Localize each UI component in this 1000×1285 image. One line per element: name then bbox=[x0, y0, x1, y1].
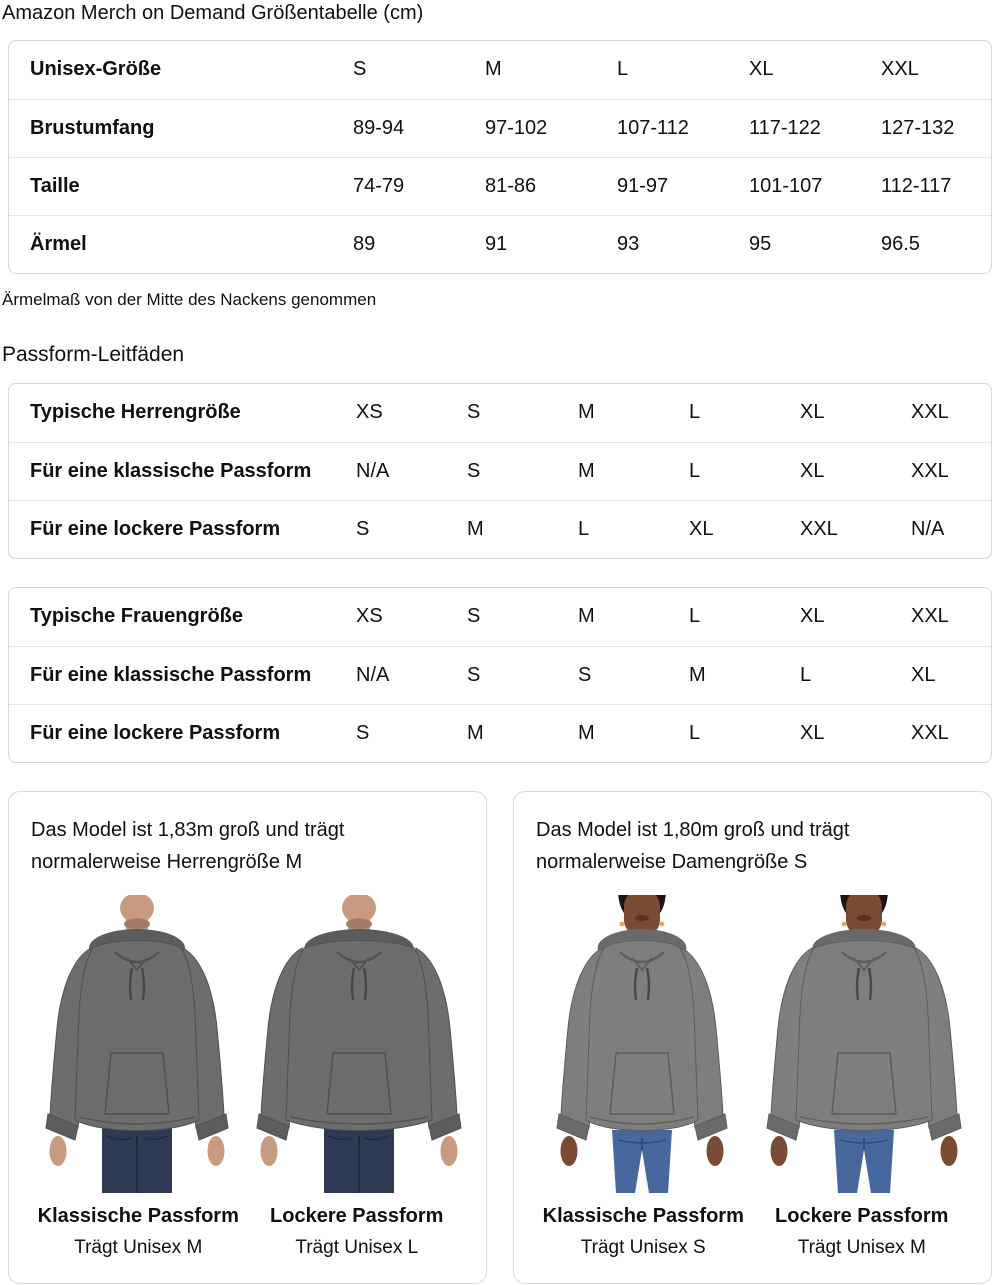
model-photos bbox=[29, 888, 466, 1193]
measure-cell: 96.5 bbox=[881, 215, 991, 273]
measure-cell: 127-132 bbox=[881, 99, 991, 157]
row-label: Taille bbox=[9, 157, 353, 215]
size-cell: S bbox=[467, 605, 481, 628]
womens-model-card bbox=[513, 791, 992, 1284]
model-photos bbox=[534, 888, 971, 1193]
size-cell: XXL bbox=[911, 442, 991, 500]
row-label: Typische Frauengröße bbox=[30, 605, 244, 628]
size-cell: S bbox=[356, 704, 467, 762]
mens-model-card bbox=[8, 791, 487, 1284]
model-photo bbox=[31, 888, 243, 1193]
table-row bbox=[9, 157, 991, 215]
size-cell: L bbox=[689, 605, 701, 628]
row-label: Für eine klassische Passform bbox=[9, 646, 356, 704]
fit-guides-heading: Passform-Leitfäden bbox=[2, 343, 185, 366]
table-row bbox=[9, 99, 991, 157]
size-cell: L bbox=[689, 442, 800, 500]
photo-caption-size: Trägt Unisex L bbox=[295, 1237, 419, 1258]
measure-cell: 93 bbox=[617, 215, 749, 273]
photo-caption-title: Lockere Passform bbox=[775, 1205, 949, 1227]
row-label: Unisex-Größe bbox=[30, 58, 162, 81]
size-cell: N/A bbox=[356, 442, 467, 500]
photo-caption bbox=[248, 1205, 467, 1259]
size-cell: L bbox=[689, 401, 701, 424]
table-row bbox=[9, 646, 991, 704]
measure-cell: 89 bbox=[353, 215, 485, 273]
size-cell: M bbox=[485, 58, 502, 81]
measure-cell: 81-86 bbox=[485, 157, 617, 215]
measure-cell: 95 bbox=[749, 215, 881, 273]
size-cell: M bbox=[578, 442, 689, 500]
size-cell: M bbox=[578, 704, 689, 762]
row-label: Für eine klassische Passform bbox=[9, 442, 356, 500]
size-table bbox=[8, 40, 992, 274]
size-cell: M bbox=[467, 500, 578, 558]
row-label: Ärmel bbox=[9, 215, 353, 273]
size-cell: S bbox=[467, 442, 578, 500]
measure-cell: 117-122 bbox=[749, 99, 881, 157]
photo-caption-size: Trägt Unisex M bbox=[74, 1237, 203, 1258]
table-row bbox=[9, 442, 991, 500]
page-title: Amazon Merch on Demand Größentabelle (cm) bbox=[2, 2, 424, 24]
size-cell: M bbox=[578, 401, 595, 424]
size-cell: L bbox=[689, 704, 800, 762]
photo-caption-size: Trägt Unisex M bbox=[797, 1237, 926, 1258]
size-cell: M bbox=[689, 646, 800, 704]
size-cell: L bbox=[800, 646, 911, 704]
size-cell: L bbox=[578, 500, 689, 558]
photo-caption-title: Lockere Passform bbox=[270, 1205, 444, 1227]
photo-caption-size: Trägt Unisex S bbox=[580, 1237, 706, 1258]
table-row bbox=[9, 41, 991, 99]
card-description: Das Model ist 1,83m groß und trägt normalerweise Herrengröße M bbox=[31, 819, 345, 873]
size-cell: M bbox=[467, 704, 578, 762]
model-photo bbox=[253, 888, 465, 1193]
size-cell: XXL bbox=[800, 500, 911, 558]
photo-caption bbox=[29, 1205, 248, 1259]
size-cell: XXL bbox=[911, 704, 991, 762]
size-cell: S bbox=[467, 401, 481, 424]
row-label: Brustumfang bbox=[9, 99, 353, 157]
size-cell: XL bbox=[800, 704, 911, 762]
measure-cell: 97-102 bbox=[485, 99, 617, 157]
model-photo bbox=[536, 888, 748, 1193]
size-cell: S bbox=[353, 58, 367, 81]
table-row bbox=[9, 588, 991, 646]
photo-caption-title: Klassische Passform bbox=[37, 1205, 239, 1227]
size-cell: XXL bbox=[911, 401, 949, 424]
mens-fit-table bbox=[8, 383, 992, 559]
photo-caption bbox=[753, 1205, 972, 1259]
size-cell: XL bbox=[800, 605, 825, 628]
size-cell: M bbox=[578, 605, 595, 628]
table-row bbox=[9, 215, 991, 273]
size-cell: XL bbox=[800, 401, 825, 424]
size-cell: XS bbox=[356, 605, 383, 628]
womens-fit-table bbox=[8, 587, 992, 763]
row-label: Für eine lockere Passform bbox=[9, 704, 356, 762]
row-label: Typische Herrengröße bbox=[30, 401, 241, 424]
table-row bbox=[9, 704, 991, 762]
size-cell: XXL bbox=[881, 58, 919, 81]
measure-cell: 112-117 bbox=[881, 157, 991, 215]
table-row bbox=[9, 384, 991, 442]
measure-cell: 74-79 bbox=[353, 157, 485, 215]
size-cell: S bbox=[467, 646, 578, 704]
card-description: Das Model ist 1,80m groß und trägt normalerweise Damengröße S bbox=[536, 819, 850, 873]
size-cell: XL bbox=[911, 646, 991, 704]
measure-cell: 107-112 bbox=[617, 99, 749, 157]
size-cell: S bbox=[578, 646, 689, 704]
measure-cell: 91 bbox=[485, 215, 617, 273]
measure-cell: 89-94 bbox=[353, 99, 485, 157]
measure-cell: 101-107 bbox=[749, 157, 881, 215]
size-cell: XS bbox=[356, 401, 383, 424]
row-label: Für eine lockere Passform bbox=[9, 500, 356, 558]
size-cell: L bbox=[617, 58, 629, 81]
sleeve-measure-note: Ärmelmaß von der Mitte des Nackens genommen bbox=[2, 290, 377, 309]
size-cell: XL bbox=[749, 58, 774, 81]
size-cell: S bbox=[356, 500, 467, 558]
measure-cell: 91-97 bbox=[617, 157, 749, 215]
size-cell: XL bbox=[689, 500, 800, 558]
size-cell: N/A bbox=[911, 500, 991, 558]
size-cell: XXL bbox=[911, 605, 949, 628]
model-photo bbox=[758, 888, 970, 1193]
photo-captions bbox=[29, 1205, 466, 1259]
table-row bbox=[9, 500, 991, 558]
size-cell: XL bbox=[800, 442, 911, 500]
model-cards bbox=[8, 791, 992, 1284]
size-cell: N/A bbox=[356, 646, 467, 704]
photo-caption bbox=[534, 1205, 753, 1259]
photo-caption-title: Klassische Passform bbox=[542, 1205, 744, 1227]
photo-captions bbox=[534, 1205, 971, 1259]
